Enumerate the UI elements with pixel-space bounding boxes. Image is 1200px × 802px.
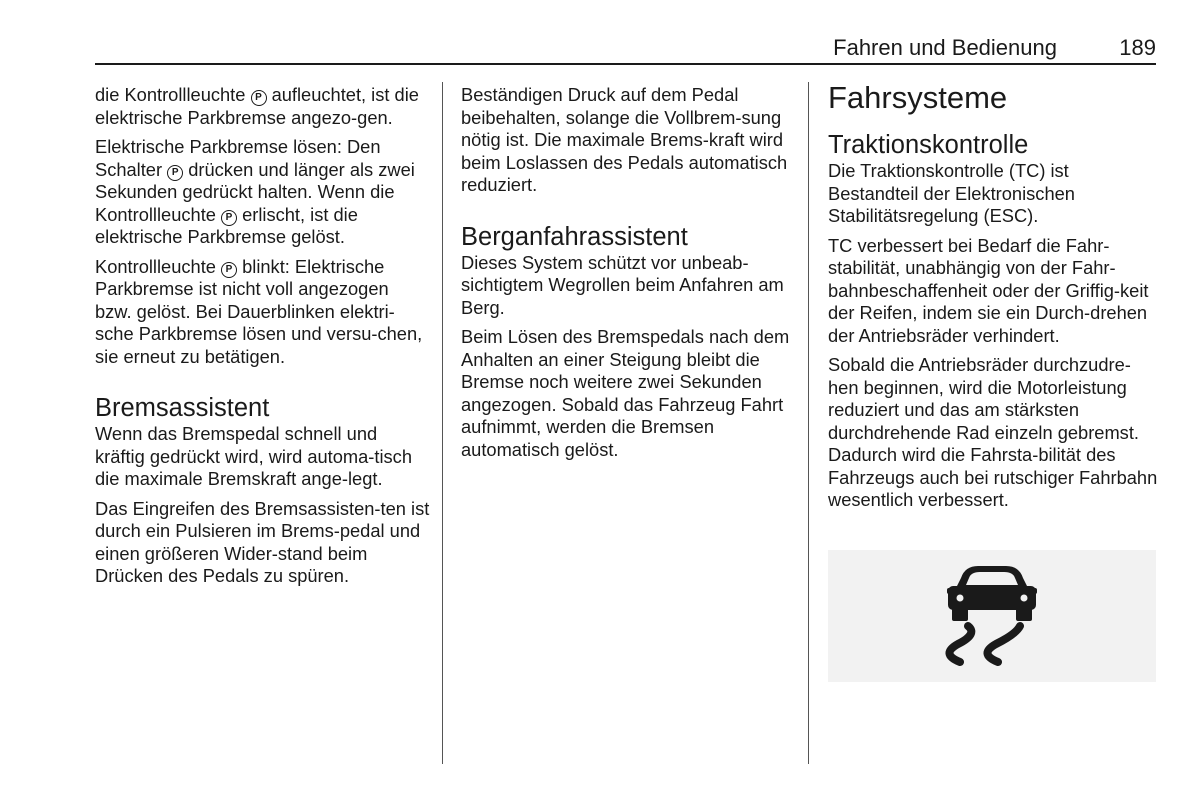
parking-brake-icon: P (221, 262, 237, 278)
traction-control-icon (828, 550, 1156, 682)
paragraph: Wenn das Bremspedal schnell und kräftig gedrückt wird, wird automa-tisch die maximale Bremskraft ange-legt. (95, 423, 412, 489)
column-divider-1 (442, 82, 443, 764)
paragraph: die Kontrollleuchte P aufleuchtet, ist die elektrische Parkbremse angezo-gen. (95, 84, 419, 128)
column-3 (828, 80, 1158, 519)
page-number: 189 (1119, 35, 1156, 60)
heading-berganfahrassistent: Berganfahrassistent (461, 222, 688, 251)
paragraph: Elektrische Parkbremse lösen: Den Schalter P drücken und länger als zwei Sekunden gedrückt halten. Wenn die Kontrollleuchte P erlischt, ist die elektrische Parkbremse gelöst. (95, 136, 415, 247)
column-divider-2 (808, 82, 809, 764)
paragraph: Kontrollleuchte P blinkt: Elektrische Parkbremse ist nicht voll angezogen bzw. gelöst. Bei Dauerblinken elektri-sche Parkbremse lösen und versu-chen, sie erneut zu betätigen. (95, 255, 423, 367)
traction-control-icon-box (828, 550, 1156, 682)
parking-brake-icon: P (251, 90, 267, 106)
paragraph: Dieses System schützt vor unbeab-sichtigtem Wegrollen beim Anfahren am Berg. (461, 251, 784, 318)
column-2 (461, 84, 796, 468)
paragraph: Das Eingreifen des Bremsassisten-ten ist durch ein Pulsieren im Brems-pedal und einen größeren Wider-stand beim Drücken des Pedals zu spüren. (95, 497, 430, 586)
paragraph: TC verbessert bei Bedarf die Fahr-stabilität, unabhängig von der Fahr-bahnbeschaffenheit oder der Griffig-keit der Reifen, indem sie ein Durch-drehen der Antriebsräder verhindert. (828, 234, 1149, 346)
paragraph: Beständigen Druck auf dem Pedal beibehalten, solange die Vollbrem-sung nötig ist. Die maximale Brems-kraft wird beim Loslassen des Pedals automatisch reduziert. (461, 84, 788, 195)
parking-brake-icon: P (167, 165, 183, 181)
paragraph: Sobald die Antriebsräder durchzudre-hen beginnen, wird die Motorleistung reduziert und das am stärksten durchdrehende Rad einzeln gebremst. Dadurch wird die Fahrsta-bilität des Fahrzeugs auch bei rutschiger Fahrbahn wesentlich verbessert. (828, 354, 1158, 510)
chapter-title: Fahrsysteme (828, 80, 1008, 115)
heading-bremsassistent: Bremsassistent (95, 394, 270, 422)
column-1 (95, 84, 430, 595)
paragraph: Die Traktionskontrolle (TC) ist Bestandteil der Elektronischen Stabilitätsregelung (ESC). (828, 160, 1075, 226)
header-rule (95, 63, 1156, 65)
paragraph: Beim Lösen des Bremspedals nach dem Anhalten an einer Steigung bleibt die Bremse noch weitere zwei Sekunden angezogen. Sobald das Fahrzeug Fahrt aufnimmt, werden die Bremsen automatisch gelöst. (461, 326, 790, 460)
section-title: Fahren und Bedienung (833, 35, 1057, 60)
heading-traktionskontrolle: Traktionskontrolle (828, 131, 1029, 159)
parking-brake-icon: P (221, 210, 237, 226)
